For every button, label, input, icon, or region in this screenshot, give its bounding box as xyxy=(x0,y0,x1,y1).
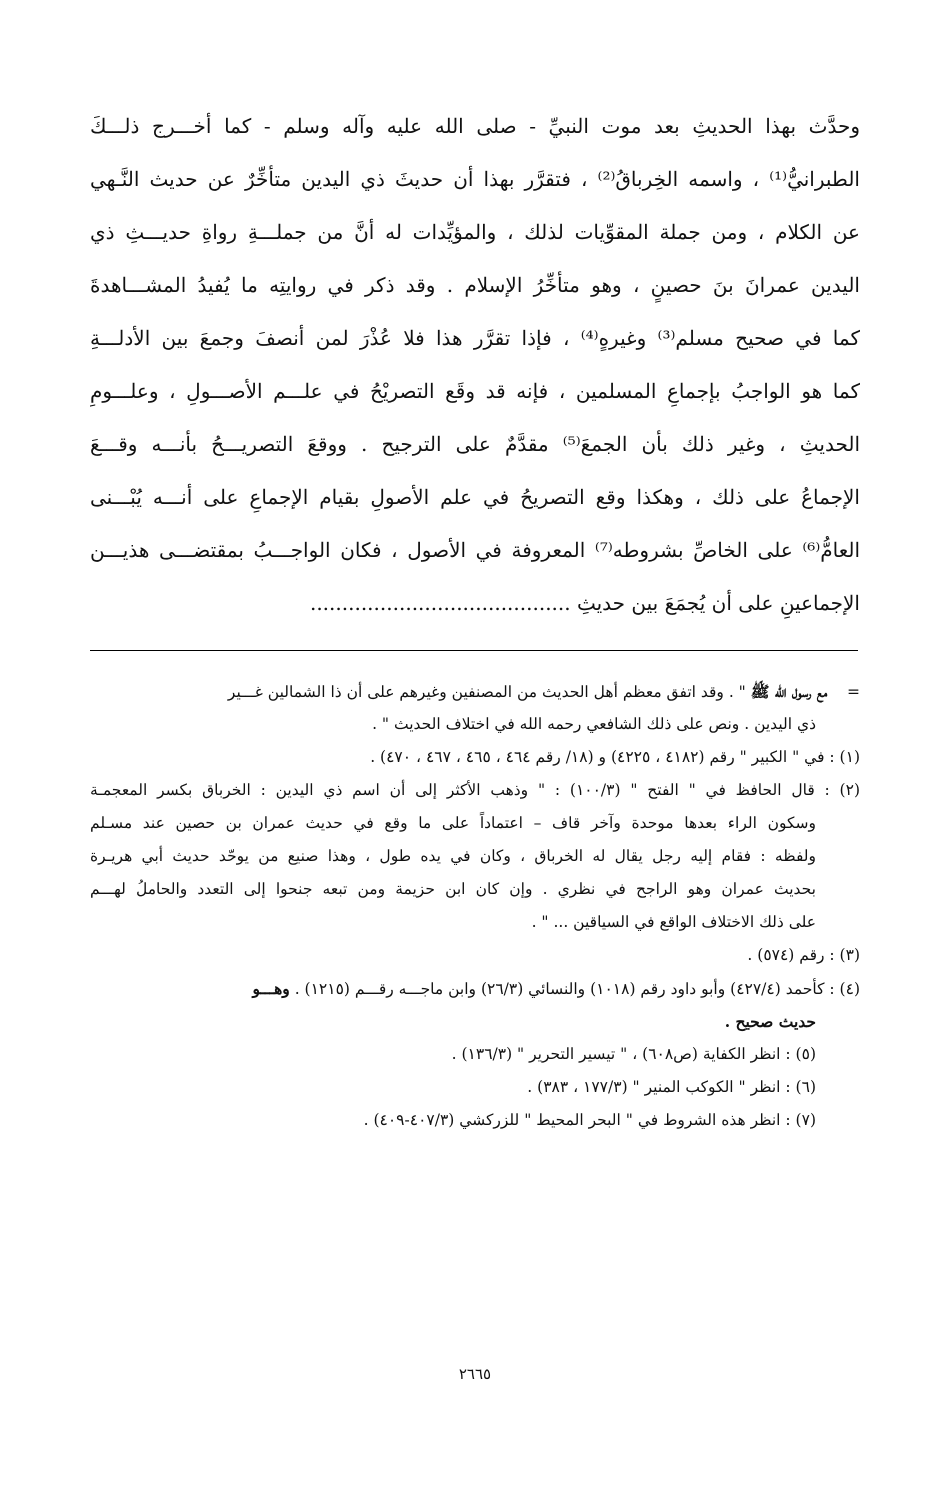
footnote-1: (١) : في " الكبير " رقم (٤١٨٢ ، ٤٢٢٥) و (١٨/ رقم ٤٦٤ ، ٤٦٥ ، ٤٦٧ ، ٤٧٠) . xyxy=(370,748,860,766)
footnote-7: (٧) : انظر هذه الشروط في " البحر المحيط " للزركشي (٤٠٧/٣-٤٠٩) . xyxy=(363,1111,816,1129)
body-line: وحدَّث بهذا الحديثِ بعد موت النبيِّ - صلى الله عليه وآله وسلم - كما أخـــرج ذلـــكَ xyxy=(90,114,860,138)
footnote-2-line: على ذلك الاختلاف الواقع في السياقين ... " . xyxy=(531,913,816,931)
footnote-5: (٥) : انظر الكفاية (ص٦٠٨) ، " تيسير التحرير " (١٣٦/٣) . xyxy=(451,1045,816,1063)
body-line: الإجماعينِ على أن يُجمَعَ بين حديثِ ......................................... xyxy=(309,591,860,615)
footnote-4 xyxy=(90,972,860,1005)
page-number: ٢٦٦٥ xyxy=(458,1365,492,1383)
body-line: العامُّ⁽⁶⁾ على الخاصِّ بشروطه⁽⁷⁾ المعروفة في الأصول ، فكان الواجـــبُ بمقتضـــى هذيـــن xyxy=(90,538,860,562)
footnote-2-line: (٢) : قال الحافظ في " الفتح " (١٠٠/٣) : " وذهب الأكثر إلى أن اسم ذي اليدين : الخرباق بكسر المعجمـة xyxy=(90,781,860,799)
body-line: كما في صحيح مسلم⁽³⁾ وغيرهٍ⁽⁴⁾ ، فإذا تقرَّر هذا فلا عُذْرَ لمن أنصفَ وجمعَ بين الأدلـــةِ xyxy=(90,326,860,350)
footnote-2-line: بحديث عمران وهو الراجح في نظري . وإن كان ابن حزيمة ومن تبعه جنحوا إلى التعدد والحاملُ لهـــم xyxy=(90,880,816,898)
body-line: اليدين عمرانَ بنَ حصينٍ ، وهو متأخِّرُ الإسلام . وقد ذكر في روايتِه ما يُفيدُ المشـــاهدةَ xyxy=(90,273,860,297)
footnote-continuation-line2: ذي اليدين . ونص على ذلك الشافعي رحمه الله في اختلاف الحديث " . xyxy=(372,715,816,733)
footnote-4-text: (٤) : كأحمد (٤٢٧/٤) وأبو داود رقم (١٠١٨) والنسائي (٢٦/٣) وابن ماجـــه رقـــم (١٢١٥) . xyxy=(294,980,860,998)
continuation-bold: مع رسول الله ﷺ xyxy=(750,682,828,701)
body-line: عن الكلام ، ومن جملة المقوِّيات لذلك ، والمؤيِّدات له أنَّ من جملـــةِ رواةِ حديـــثِ ذي xyxy=(90,220,860,244)
footnotes xyxy=(90,675,860,1137)
body-text xyxy=(90,100,860,630)
footnote-separator xyxy=(90,650,858,651)
body-line: الطبرانيُّ⁽¹⁾ ، واسمه الخِرباقُ⁽²⁾ ، فتقرَّر بهذا أن حديثَ ذي اليدين متأخِّرٌ عن حديث النَّـهي xyxy=(90,167,860,191)
footnote-continuation xyxy=(90,675,860,708)
footnote-2-line: ولفظه : فقام إليه رجل يقال له الخرباق ، وكان في يده طول ، وهذا صنيع من يوحّد حديث أبي هريـرة xyxy=(90,847,816,865)
footnote-2-line: وسكون الراء بعدها موحدة وآخر قاف – اعتماداً على ما وقع في حديث عمران بن حصين عند مسـلم xyxy=(90,814,816,832)
footnote-3: (٣) : رقم (٥٧٤) . xyxy=(747,946,860,964)
body-line: الإجماعُ على ذلك ، وهكذا وقع التصريحُ في علم الأصولِ بقيام الإجماعِ على أنـــه يُبْـــنى xyxy=(90,485,860,509)
continuation-text: " . وقد اتفق معظم أهل الحديث من المصنفين وغيرهم على أن ذا الشمالين غـــير xyxy=(227,683,746,701)
continuation-marker: = xyxy=(847,683,860,701)
body-line: الحديثِ ، وغير ذلك بأن الجمعَ⁽⁵⁾ مقدَّمٌ على الترجيح . ووقعَ التصريـــحُ بأنـــه وقـــعَ xyxy=(90,432,860,456)
body-line: كما هو الواجبُ بإجماعِ المسلمين ، فإنه قد وقَع التصريْحُ في علـــم الأصـــولِ ، وعلـــومِ xyxy=(90,379,860,403)
footnote-4-line2: حديث صحيح . xyxy=(724,1012,816,1031)
footnote-4-bold-tail: وهـــو xyxy=(252,979,290,998)
footnote-6: (٦) : انظر " الكوكب المنير " (١٧٧/٣ ، ٣٨٣) . xyxy=(527,1078,816,1096)
